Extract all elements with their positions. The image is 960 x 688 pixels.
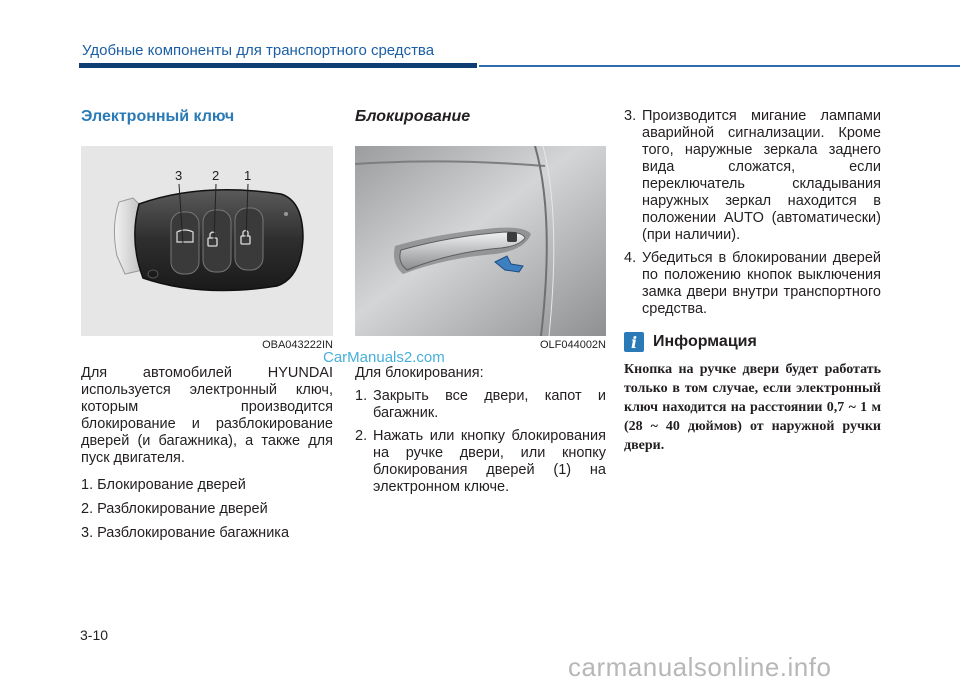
locking-steps-list-continued bbox=[624, 108, 881, 318]
door-handle-illustration bbox=[355, 146, 606, 336]
step-number: 3. bbox=[624, 108, 637, 124]
list-item bbox=[624, 250, 881, 318]
smart-key-illustration bbox=[81, 146, 333, 336]
list-item bbox=[355, 388, 606, 422]
section-heading-locking: Блокирование bbox=[355, 108, 471, 125]
list-item: 2. Разблокирование дверей bbox=[81, 501, 268, 517]
step-text: Производится мигание лампами аварийной сигнализации. Кроме того, наружные зеркала заднего вида сложатся, если переключатель складывания наружных зеркал находится в положении AUTO (автоматически) (при наличии). bbox=[642, 108, 881, 243]
info-title: Информация bbox=[653, 333, 757, 350]
column-locking-continued bbox=[624, 108, 881, 455]
header-title: Удобные компоненты для транспортного средства bbox=[82, 42, 435, 59]
intro-paragraph-locking: Для блокирования: bbox=[355, 365, 484, 381]
watermark-overlay: CarManuals2.com bbox=[323, 349, 445, 366]
figure-caption-door: OLF044002N bbox=[539, 339, 606, 351]
smart-key-figure bbox=[81, 146, 333, 336]
step-text: Нажать или кнопку блокирования на ручке двери, или кнопку блокирования дверей (1) на электронном ключе. bbox=[373, 428, 606, 495]
step-text: Закрыть все двери, капот и багажник. bbox=[373, 388, 606, 421]
list-item: 1. Блокирование дверей bbox=[81, 477, 246, 493]
list-item bbox=[624, 108, 881, 244]
callout-3: 3 bbox=[175, 168, 183, 183]
step-number: 2. bbox=[355, 428, 368, 444]
info-box bbox=[624, 330, 881, 455]
header-rule-light bbox=[479, 65, 960, 67]
list-item: 3. Разблокирование багажника bbox=[81, 525, 290, 541]
header-rule-dark bbox=[79, 63, 477, 68]
watermark-bottom: carmanualsonline.info bbox=[568, 652, 832, 682]
door-handle-figure bbox=[355, 146, 606, 336]
callout-1: 1 bbox=[244, 168, 252, 183]
list-item bbox=[355, 428, 606, 496]
column-electronic-key bbox=[81, 106, 333, 549]
figure-caption-key: OBA043222IN bbox=[262, 339, 333, 351]
key-buttons-list bbox=[81, 477, 333, 542]
page-number: 3-10 bbox=[80, 627, 109, 643]
locking-steps-list bbox=[355, 388, 606, 496]
info-text: Кнопка на ручке двери будет работать только в том случае, если электронный ключ находится на расстоянии 0,7 ~ 1 м (28 ~ 40 дюймов) от наружной ручки двери. bbox=[624, 362, 881, 453]
section-heading-electronic-key: Электронный ключ bbox=[81, 108, 235, 125]
step-number: 1. bbox=[355, 388, 368, 404]
intro-paragraph-key: Для автомобилей HYUNDAI используется электронный ключ, которым производится блокирование и разблокирование дверей (и багажника), а также для пуск двигателя. bbox=[81, 365, 333, 466]
column-locking bbox=[355, 106, 606, 502]
step-text: Убедиться в блокировании дверей по положению кнопок выключения замка двери внутри транспортного средства. bbox=[642, 250, 881, 317]
info-header bbox=[624, 330, 881, 354]
info-icon: i bbox=[624, 332, 644, 352]
callout-2: 2 bbox=[212, 168, 220, 183]
step-number: 4. bbox=[624, 250, 637, 266]
